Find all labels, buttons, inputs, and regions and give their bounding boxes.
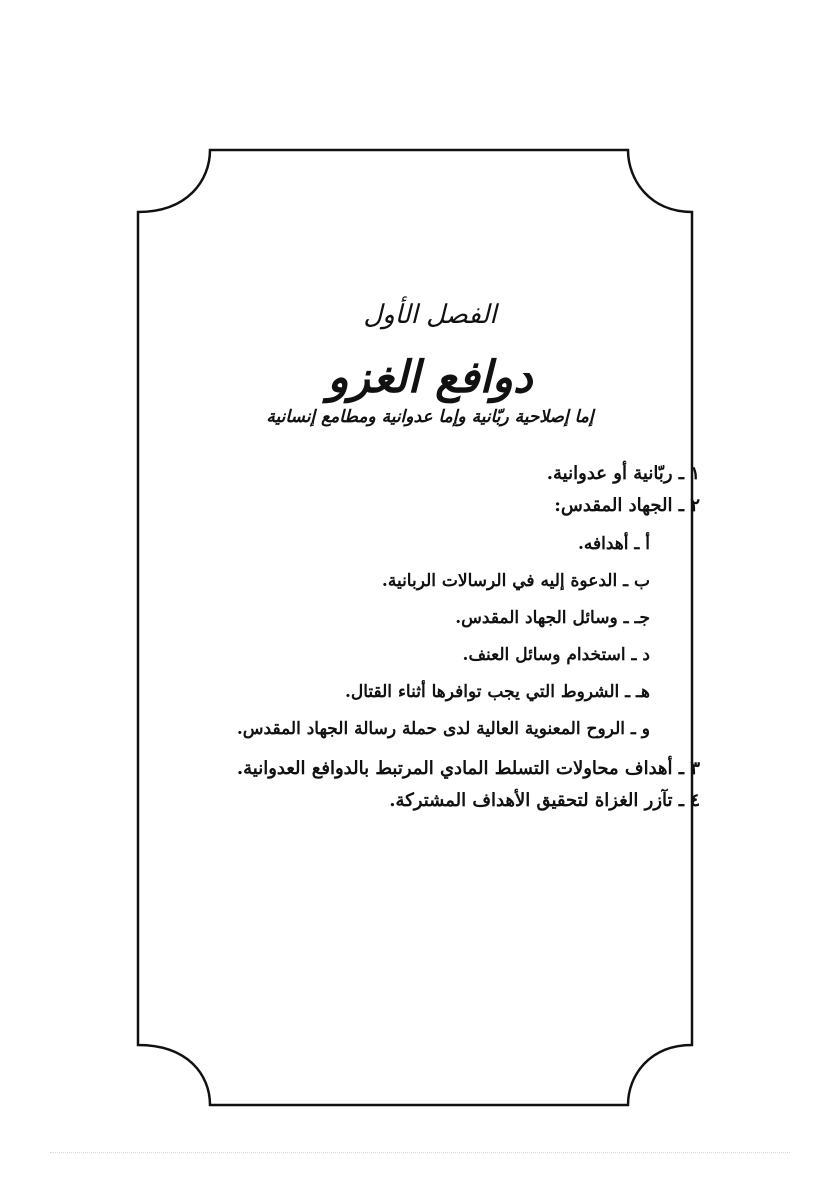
subitem-d: د ـ استخدام وسائل العنف. <box>462 645 650 665</box>
outline-item-3: ٣ ـ أهداف محاولات التسلط المادي المرتبط بالدوافع العدوانية. <box>236 758 700 779</box>
page-edge-rule <box>50 1152 790 1153</box>
outline-item-4: ٤ ـ تآزر الغزاة لتحقيق الأهداف المشتركة. <box>389 790 700 811</box>
subitem-c: جـ ـ وسائل الجهاد المقدس. <box>455 608 650 628</box>
chapter-title: دوافع الغزو <box>327 352 533 403</box>
chapter-content <box>160 300 700 820</box>
chapter-outline <box>160 461 700 814</box>
subitem-a: أ ـ أهدافه. <box>577 534 650 554</box>
chapter-subtitle: إما إصلاحية ربّانية وإما عدوانية ومطامع إنسانية <box>266 407 594 427</box>
outline-item-1: ١ ـ ربّانية أو عدوانية. <box>546 463 700 484</box>
subitem-f: و ـ الروح المعنوية العالية لدى حملة رسالة الجهاد المقدس. <box>236 719 650 739</box>
outline-item-2 <box>160 493 700 742</box>
outline-item-2-label: ٢ ـ الجهاد المقدس: <box>554 495 700 516</box>
subitem-e: هـ ـ الشروط التي يجب توافرها أثناء القتال. <box>344 682 650 702</box>
subitem-b: ب ـ الدعوة إليه في الرسالات الربانية. <box>381 571 650 591</box>
jihad-subitems <box>160 531 700 742</box>
chapter-label: الفصل الأول <box>363 300 497 330</box>
